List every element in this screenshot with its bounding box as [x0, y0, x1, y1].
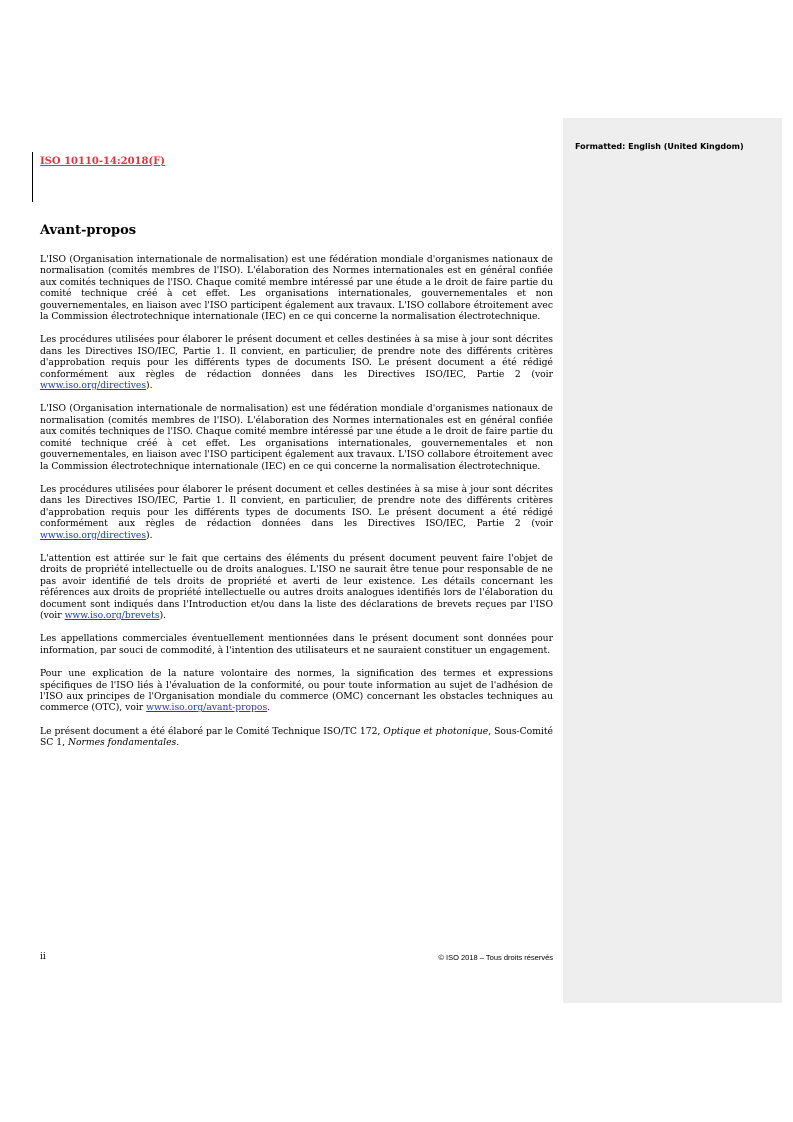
- comment-pane: [563, 118, 782, 1003]
- change-bar: [32, 152, 33, 202]
- paragraph-5: [40, 553, 553, 621]
- paragraph-4: [40, 484, 553, 541]
- paragraph-4-end: ).: [146, 529, 153, 541]
- paragraph-3: L'ISO (Organisation internationale de normalisation) est une fédération mondiale d'organismes nationaux de normalisation (comités membres de l'ISO). L'élaboration des Normes internationales est en général confiée aux comités techniques de l'ISO. Chaque comité membre intéressé par une étude a le droit de faire partie du comité technique créé à cet effet. Les organisations internationales, gouvernementales et non gouvernementales, en liaison avec l'ISO participent également aux travaux. L'ISO collabore étroitement avec la Commission électrotechnique internationale (IEC) en ce qui concerne la normalisation électrotechnique.: [40, 403, 553, 472]
- paragraph-8-text-a: Le présent document a été élaboré par le Comité Technique ISO/TC 172,: [40, 725, 384, 737]
- directives-link[interactable]: www.iso.org/directives: [40, 380, 147, 392]
- paragraph-1: L'ISO (Organisation internationale de normalisation) est une fédération mondiale d'organismes nationaux de normalisation (comités membres de l'ISO). L'élaboration des Normes internationales est en général confiée aux comités techniques de l'ISO. Chaque comité membre intéressé par une étude a le droit de faire partie du comité technique créé à cet effet. Les organisations internationales, gouvernementales et non gouvernementales, en liaison avec l'ISO participent également aux travaux. L'ISO collabore étroitement avec la Commission électrotechnique internationale (IEC) en ce qui concerne la normalisation électrotechnique.: [40, 254, 553, 323]
- copyright-notice: © ISO 2018 – Tous droits réservés: [438, 953, 553, 962]
- document-body: [40, 254, 553, 761]
- paragraph-2-text: Les procédures utilisées pour élaborer le présent document et celles destinées à sa mise à jour sont décrites dans les Directives ISO/IEC, Partie 1. Il convient, en particulier, de prendre note des différents critères d'approbation requis pour les différents types de documents ISO. Le présent document a été rédigé conformément aux règles de rédaction données dans les Directives ISO/IEC, Partie 2 (voir: [40, 334, 553, 380]
- paragraph-6: Les appellations commerciales éventuellement mentionnées dans le présent document sont données pour information, par souci de commodité, à l'intention des utilisateurs et ne sauraient constituer un engagement.: [40, 633, 553, 656]
- paragraph-2-end: ).: [146, 380, 153, 392]
- document-id: ISO 10110-14:2018(F): [40, 156, 166, 167]
- subcommittee-title: Normes fondamentales: [67, 737, 177, 749]
- paragraph-7-end: .: [267, 702, 271, 714]
- patents-link[interactable]: www.iso.org/brevets: [64, 609, 160, 621]
- directives-link-2[interactable]: www.iso.org/directives: [40, 529, 147, 541]
- paragraph-7-text: Pour une explication de la nature volontaire des normes, la signification des termes et expressions spécifiques de l'ISO liés à l'évaluation de la conformité, ou pour toute information au sujet de l'adhésion de l'ISO aux principes de l'Organisation mondiale du commerce (OMC) concernant les obstacles techniques au commerce (OTC), voir: [40, 668, 553, 714]
- paragraph-5-end: ).: [159, 609, 167, 621]
- paragraph-8-end: .: [176, 737, 180, 749]
- committee-title: Optique et photonique: [383, 725, 489, 737]
- page-number: ii: [40, 952, 46, 962]
- section-title: Avant-propos: [40, 223, 137, 238]
- paragraph-2: [40, 334, 553, 391]
- paragraph-5-text: L'attention est attirée sur le fait que certains des éléments du présent document peuvent faire l'objet de droits de propriété intellectuelle ou de droits analogues. L'ISO ne saurait être tenue pour responsable de ne pas avoir identifié de tels droits de propriété et averti de leur existence. Les détails concernant les références aux droits de propriété intellectuelle ou autres droits analogues identifiés lors de l'élaboration du document sont indiqués dans l'Introduction et/ou dans la liste des déclarations de brevets reçues par l'ISO (voir: [40, 552, 553, 621]
- paragraph-8-text-b: , Sous-Comité SC 1,: [40, 725, 553, 749]
- foreword-link[interactable]: www.iso.org/avant-propos: [146, 702, 268, 714]
- paragraph-8: [40, 726, 553, 749]
- paragraph-4-text: Les procédures utilisées pour élaborer le présent document et celles destinées à sa mise à jour sont décrites dans les Directives ISO/IEC, Partie 1. Il convient, en particulier, de prendre note des différents critères d'approbation requis pour les différents types de documents ISO. Le présent document a été rédigé conformément aux règles de rédaction données dans les Directives ISO/IEC, Partie 2 (voir: [40, 483, 553, 530]
- paragraph-7: [40, 668, 553, 714]
- formatting-comment[interactable]: Formatted: English (United Kingdom): [575, 142, 744, 151]
